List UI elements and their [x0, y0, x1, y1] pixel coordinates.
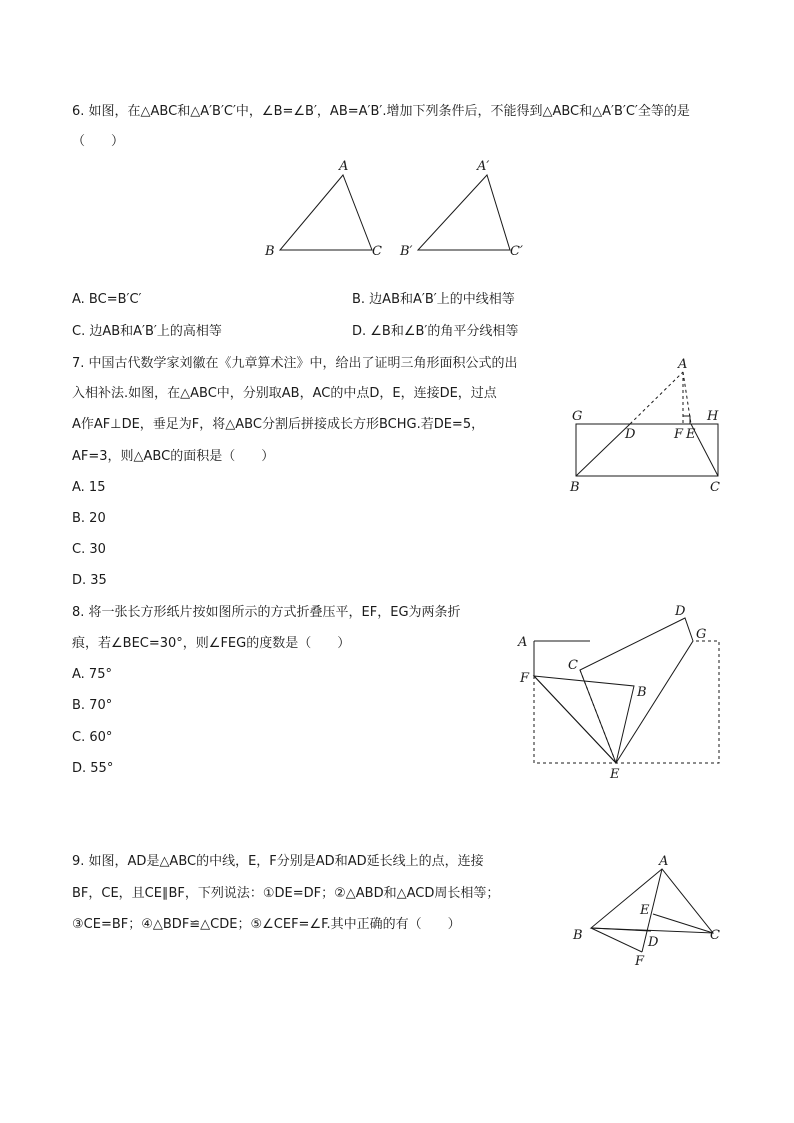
q8-stem-line2: 痕，若∠BEC=30°，则∠FEG的度数是（ ） — [72, 636, 351, 651]
label-E: E — [610, 767, 620, 782]
label-D: D — [675, 604, 686, 619]
label-B: B — [637, 685, 647, 700]
q8-option-a[interactable]: A. 75° — [72, 667, 112, 682]
rectangle-bchg — [576, 424, 718, 476]
segment-ad — [630, 372, 683, 424]
q6-option-b[interactable]: B. 边AB和A′B′上的中线相等 — [352, 292, 515, 307]
label-A-prime: A′ — [477, 159, 490, 174]
q8-figure — [510, 598, 740, 783]
q6-option-c[interactable]: C. 边AB和A′B′上的高相等 — [72, 324, 222, 339]
label-C: C — [710, 480, 720, 495]
q7-figure — [560, 352, 740, 497]
label-C: C — [372, 244, 382, 259]
triangle-abc — [280, 175, 372, 250]
label-E: E — [640, 903, 650, 918]
label-D: D — [625, 427, 636, 442]
segment-ce — [653, 914, 713, 933]
q8-option-b[interactable]: B. 70° — [72, 698, 113, 713]
q7-option-c[interactable]: C. 30 — [72, 542, 106, 557]
crease-ef — [534, 676, 616, 763]
label-A: A — [518, 635, 528, 650]
label-F: F — [520, 671, 530, 686]
label-D: D — [648, 935, 659, 950]
label-C: C — [710, 928, 720, 943]
q6-option-d[interactable]: D. ∠B和∠B′的角平分线相等 — [352, 324, 519, 339]
q7-option-d[interactable]: D. 35 — [72, 573, 107, 588]
segment-bd — [591, 928, 651, 931]
label-C: C — [568, 658, 578, 673]
label-B: B — [265, 244, 275, 259]
q7-option-b[interactable]: B. 20 — [72, 511, 106, 526]
q7-option-a[interactable]: A. 15 — [72, 480, 106, 495]
triangle-a2b2c2 — [418, 175, 510, 250]
right-angle-mark — [683, 416, 690, 424]
q8-option-c[interactable]: C. 60° — [72, 730, 113, 745]
label-E: E — [686, 427, 696, 442]
original-rectangle-dashed — [534, 641, 719, 763]
label-A: A — [659, 854, 669, 869]
q8-option-d[interactable]: D. 55° — [72, 761, 114, 776]
q7-stem-line4: AF=3，则△ABC的面积是（ ） — [72, 449, 275, 464]
q9-stem-line3: ③CE=BF；④△BDF≌△CDE；⑤∠CEF=∠F.其中正确的有（ ） — [72, 917, 461, 932]
label-B: B — [570, 480, 580, 495]
label-B: B — [573, 928, 583, 943]
segment-bd — [576, 424, 630, 476]
label-A: A — [678, 357, 688, 372]
q9-figure — [565, 848, 735, 973]
label-F: F — [674, 427, 684, 442]
q7-stem-line3: A作AF⊥DE，垂足为F，将△ABC分割后拼接成长方形BCHG.若DE=5， — [72, 417, 485, 432]
label-G: G — [696, 627, 707, 642]
label-C-prime: C′ — [510, 244, 523, 259]
q6-figure — [260, 150, 540, 265]
segment-bf — [591, 928, 642, 952]
q7-stem-line2: 入相补法.如图，在△ABC中，分别取AB，AC的中点D，E，连接DE，过点 — [72, 386, 497, 401]
q6-stem-line1: 6. 如图，在△ABC和△A′B′C′中，∠B=∠B′，AB=A′B′.增加下列条件后，不能得到△ABC和△A′B′C′全等的是 — [72, 104, 690, 119]
q7-stem-line1: 7. 中国古代数学家刘徽在《九章算术注》中，给出了证明三角形面积公式的出 — [72, 356, 518, 371]
q6-paren: （ ） — [72, 134, 125, 149]
label-H: H — [707, 409, 719, 424]
q9-stem-line2: BF，CE，且CE∥BF，下列说法：①DE=DF；②△ABD和△ACD周长相等； — [72, 886, 500, 901]
q8-stem-line1: 8. 将一张长方形纸片按如图所示的方式折叠压平，EF，EG为两条折 — [72, 605, 461, 620]
triangle-abc — [591, 869, 713, 933]
label-B-prime: B′ — [400, 244, 413, 259]
folded-flap-fb — [534, 676, 634, 763]
label-A: A — [339, 159, 349, 174]
q9-stem-line1: 9. 如图，AD是△ABC的中线，E，F分别是AD和AD延长线上的点，连接 — [72, 854, 484, 869]
q6-option-a[interactable]: A. BC=B′C′ — [72, 292, 142, 307]
label-F: F — [635, 954, 645, 969]
label-G: G — [572, 409, 583, 424]
